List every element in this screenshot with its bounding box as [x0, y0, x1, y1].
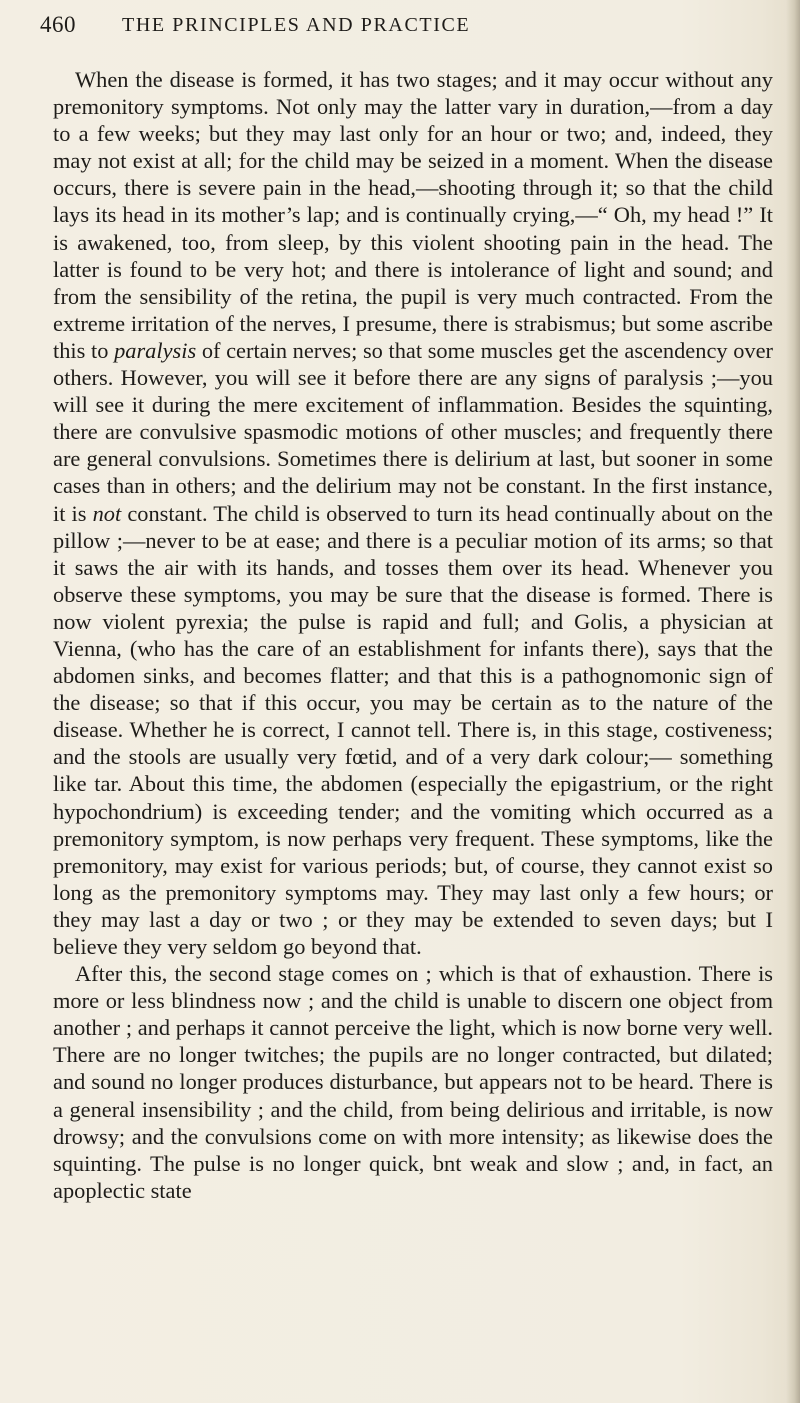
running-title: THE PRINCIPLES AND PRACTICE	[122, 14, 471, 36]
paragraph-text: When the disease is formed, it has two stages; and it may occur without any premonitory symptoms. Not only may the latter vary in duration,—from a day to a few weeks; but they may last only for an hour or two; and, indeed, they may not exist at all; for the child may be seized in a moment. When the disease occurs, there is severe pain in the head,—shooting through it; so that the child lays its head in its mother’s lap; and is continually crying,—“ Oh, my head !” It is awakened, too, from sleep, by this violent shooting pain in the head. The latter is found to be very hot; and there is intolerance of light and sound; and from the sensibility of the retina, the pupil is very much contracted. From the extreme irritation of the nerves, I presume, there is strabismus; but some ascribe this to	[53, 67, 773, 363]
italic-word: paralysis	[114, 337, 197, 363]
paragraph-text: constant. The child is observed to turn its head continually about on the pillow ;—never to be at ease; and there is a peculiar motion of its arms; so that it saws the air with its hands, and tosses them over its head. Whenever you observe these symptoms, you may be sure that the disease is formed. There is now violent pyrexia; the pulse is rapid and full; and Golis, a physician at Vienna, (who has the care of an establishment for infants there), says that the abdomen sinks, and becomes flatter; and that this is a pathognomonic sign of the disease; so that if this occur, you may be certain as to the nature of the disease. Whether he is correct, I cannot tell. There is, in this stage, costiveness; and the stools are usually very fœtid, and of a very dark colour;— something like tar. About this time, the abdomen (especially the epigastrium, or the right hypochondrium) is exceeding tender; and the vomiting which occurred as a premonitory symptom, is now perhaps very frequent. These symptoms, like the premonitory, may exist for various periods; but, of course, they cannot exist so long as the premonitory symptoms may. They may last only a few hours; or they may last a day or two ; or they may be extended to seven days; but I believe they very seldom go beyond that.	[53, 500, 773, 959]
body-text	[53, 66, 773, 1204]
paragraph-text: of certain nerves; so that some muscles get the ascendency over others. However, you will see it before there are any signs of paralysis ;—you will see it during the mere excitement of inflammation. Besides the squinting, there are convulsive spasmodic motions of other muscles; and frequently there are general convulsions. Sometimes there is delirium at last, but sooner in some cases than in others; and the delirium may not be constant. In the first instance, it is	[53, 337, 773, 526]
page-edge-shadow	[786, 0, 800, 1403]
paragraph-second-stage: After this, the second stage comes on ; which is that of exhaustion. There is more or less blindness now ; and the child is unable to discern one object from another ; and perhaps it cannot perceive the light, which is now borne very well. There are no longer twitches; the pupils are no longer contracted, but dilated; and sound no longer produces disturbance, but appears not to be heard. There is a general insensibility ; and the child, from being delirious and irritable, is now drowsy; and the convulsions come on with more intensity; as likewise does the squinting. The pulse is no longer quick, bnt weak and slow ; and, in fact, an apoplectic state	[53, 961, 773, 1203]
italic-word: not	[92, 500, 122, 526]
page-number: 460	[40, 12, 76, 37]
running-head	[40, 12, 760, 42]
paragraph-first-stage	[53, 66, 773, 960]
